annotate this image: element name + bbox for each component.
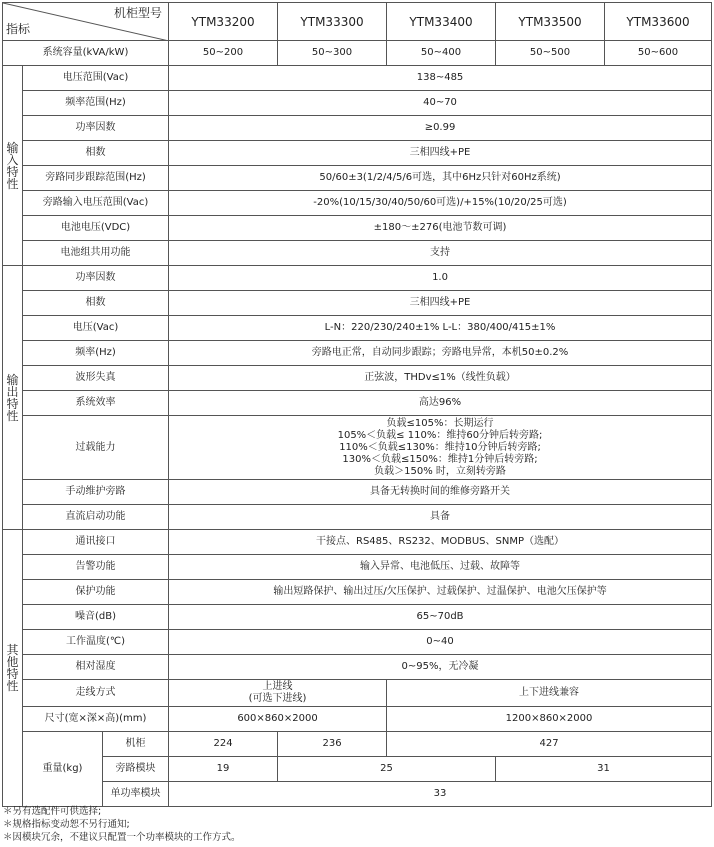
row-value: ±180～±276(电池节数可调) <box>169 216 712 241</box>
row-label: 系统效率 <box>23 391 169 416</box>
table-row <box>3 341 712 366</box>
table-row <box>3 316 712 341</box>
row-label: 尺寸(宽×深×高)(mm) <box>23 707 169 732</box>
model-header: YTM33300 <box>278 3 387 41</box>
row-value: 高达96% <box>169 391 712 416</box>
row-label: 保护功能 <box>23 580 169 605</box>
row-value: 输出短路保护、输出过压/欠压保护、过载保护、过温保护、电池欠压保护等 <box>169 580 712 605</box>
capacity-value: 50~400 <box>387 41 496 66</box>
row-label: 走线方式 <box>23 680 169 707</box>
row-value: 干接点、RS485、RS232、MODBUS、SNMP（选配） <box>169 530 712 555</box>
weight-value: 19 <box>169 757 278 782</box>
row-value: 50/60±3(1/2/4/5/6可选，其中6Hz只针对60Hz系统) <box>169 166 712 191</box>
footnote: ＊因模块冗余，不建议只配置一个功率模块的工作方式。 <box>3 832 241 843</box>
row-label: 频率范围(Hz) <box>23 91 169 116</box>
weight-value: 224 <box>169 732 278 757</box>
table-row <box>3 416 712 480</box>
row-value: -20%(10/15/30/40/50/60可选)/+15%(10/20/25可选) <box>169 191 712 216</box>
row-label: 电压(Vac) <box>23 316 169 341</box>
weight-value: 236 <box>278 732 387 757</box>
capacity-label: 系统容量(kVA/kW) <box>3 41 169 66</box>
table-row <box>3 141 712 166</box>
row-value: 具备无转换时间的维修旁路开关 <box>169 480 712 505</box>
table-row <box>3 291 712 316</box>
table-row <box>3 166 712 191</box>
corner-bottom-label: 指标 <box>6 22 31 36</box>
overload-value: 负载≤105%：长期运行 105%＜负载≤ 110%：维持60分钟后转旁路; 110%＜负载≤130%：维持10分钟后转旁路; 130%＜负载≤150%：维持1分钟后转旁路; 负载＞150% 时，立刻转旁路 <box>169 416 712 480</box>
category-input: 输 入 特 性 <box>3 66 23 266</box>
row-label: 通讯接口 <box>23 530 169 555</box>
table-row <box>3 782 712 807</box>
capacity-value: 50~600 <box>605 41 712 66</box>
category-other: 其 他 特 性 <box>3 530 23 807</box>
weight-value: 427 <box>387 732 712 757</box>
row-label: 电池组共用功能 <box>23 241 169 266</box>
table-row <box>3 391 712 416</box>
model-header: YTM33400 <box>387 3 496 41</box>
row-value: 支持 <box>169 241 712 266</box>
table-row <box>3 555 712 580</box>
row-label: 相对湿度 <box>23 655 169 680</box>
table-row <box>3 241 712 266</box>
row-label: 频率(Hz) <box>23 341 169 366</box>
row-value: L-N：220/230/240±1% L-L：380/400/415±1% <box>169 316 712 341</box>
row-value: 40~70 <box>169 91 712 116</box>
row-value: 0~95%，无冷凝 <box>169 655 712 680</box>
weight-sub-label: 机柜 <box>103 732 169 757</box>
row-label: 工作温度(℃) <box>23 630 169 655</box>
table-row <box>3 732 712 757</box>
row-value: 0~40 <box>169 630 712 655</box>
header-corner <box>3 3 169 41</box>
row-label: 旁路输入电压范围(Vac) <box>23 191 169 216</box>
row-label: 直流启动功能 <box>23 505 169 530</box>
footnote: ＊规格指标变动恕不另行通知; <box>3 819 130 830</box>
row-label: 波形失真 <box>23 366 169 391</box>
row-label: 旁路同步跟踪范围(Hz) <box>23 166 169 191</box>
header-row <box>3 3 712 41</box>
table-row <box>3 707 712 732</box>
row-label: 相数 <box>23 291 169 316</box>
table-row <box>3 66 712 91</box>
table-row <box>3 366 712 391</box>
table-row <box>3 116 712 141</box>
row-label: 手动维护旁路 <box>23 480 169 505</box>
spec-table <box>2 2 712 807</box>
row-value: ≥0.99 <box>169 116 712 141</box>
row-value: 输入异常、电池低压、过载、故障等 <box>169 555 712 580</box>
model-header: YTM33600 <box>605 3 712 41</box>
table-row <box>3 630 712 655</box>
weight-value: 33 <box>169 782 712 807</box>
corner-top-label: 机柜型号 <box>114 6 163 20</box>
table-row <box>3 680 712 707</box>
table-row <box>3 480 712 505</box>
table-row <box>3 655 712 680</box>
footnote: ＊另有选配件可供选择; <box>3 806 102 817</box>
model-header: YTM33200 <box>169 3 278 41</box>
capacity-row <box>3 41 712 66</box>
capacity-value: 50~300 <box>278 41 387 66</box>
footnotes <box>3 805 241 844</box>
row-label: 功率因数 <box>23 116 169 141</box>
capacity-value: 50~200 <box>169 41 278 66</box>
row-value: 65~70dB <box>169 605 712 630</box>
row-value: 旁路电正常，自动同步跟踪；旁路电异常，本机50±0.2% <box>169 341 712 366</box>
row-label: 过载能力 <box>23 416 169 480</box>
row-value: 具备 <box>169 505 712 530</box>
weight-value: 25 <box>278 757 496 782</box>
size-right: 1200×860×2000 <box>387 707 712 732</box>
table-row <box>3 530 712 555</box>
size-left: 600×860×2000 <box>169 707 387 732</box>
row-value: 三相四线+PE <box>169 141 712 166</box>
row-value: 1.0 <box>169 266 712 291</box>
table-row <box>3 91 712 116</box>
row-label: 相数 <box>23 141 169 166</box>
table-row <box>3 266 712 291</box>
row-value: 正弦波，THDv≤1%（线性负载） <box>169 366 712 391</box>
row-label: 电压范围(Vac) <box>23 66 169 91</box>
table-row <box>3 605 712 630</box>
row-label: 功率因数 <box>23 266 169 291</box>
weight-sub-label: 单功率模块 <box>103 782 169 807</box>
capacity-value: 50~500 <box>496 41 605 66</box>
wiring-left: 上进线 (可选下进线) <box>169 680 387 707</box>
row-label: 告警功能 <box>23 555 169 580</box>
row-label: 电池电压(VDC) <box>23 216 169 241</box>
row-label: 噪音(dB) <box>23 605 169 630</box>
wiring-right: 上下进线兼容 <box>387 680 712 707</box>
weight-value: 31 <box>496 757 712 782</box>
table-row <box>3 757 712 782</box>
table-row <box>3 191 712 216</box>
table-row <box>3 580 712 605</box>
weight-sub-label: 旁路模块 <box>103 757 169 782</box>
row-value: 三相四线+PE <box>169 291 712 316</box>
category-output: 输 出 特 性 <box>3 266 23 530</box>
weight-label: 重量(kg) <box>23 732 103 807</box>
table-row <box>3 216 712 241</box>
row-value: 138~485 <box>169 66 712 91</box>
model-header: YTM33500 <box>496 3 605 41</box>
table-row <box>3 505 712 530</box>
